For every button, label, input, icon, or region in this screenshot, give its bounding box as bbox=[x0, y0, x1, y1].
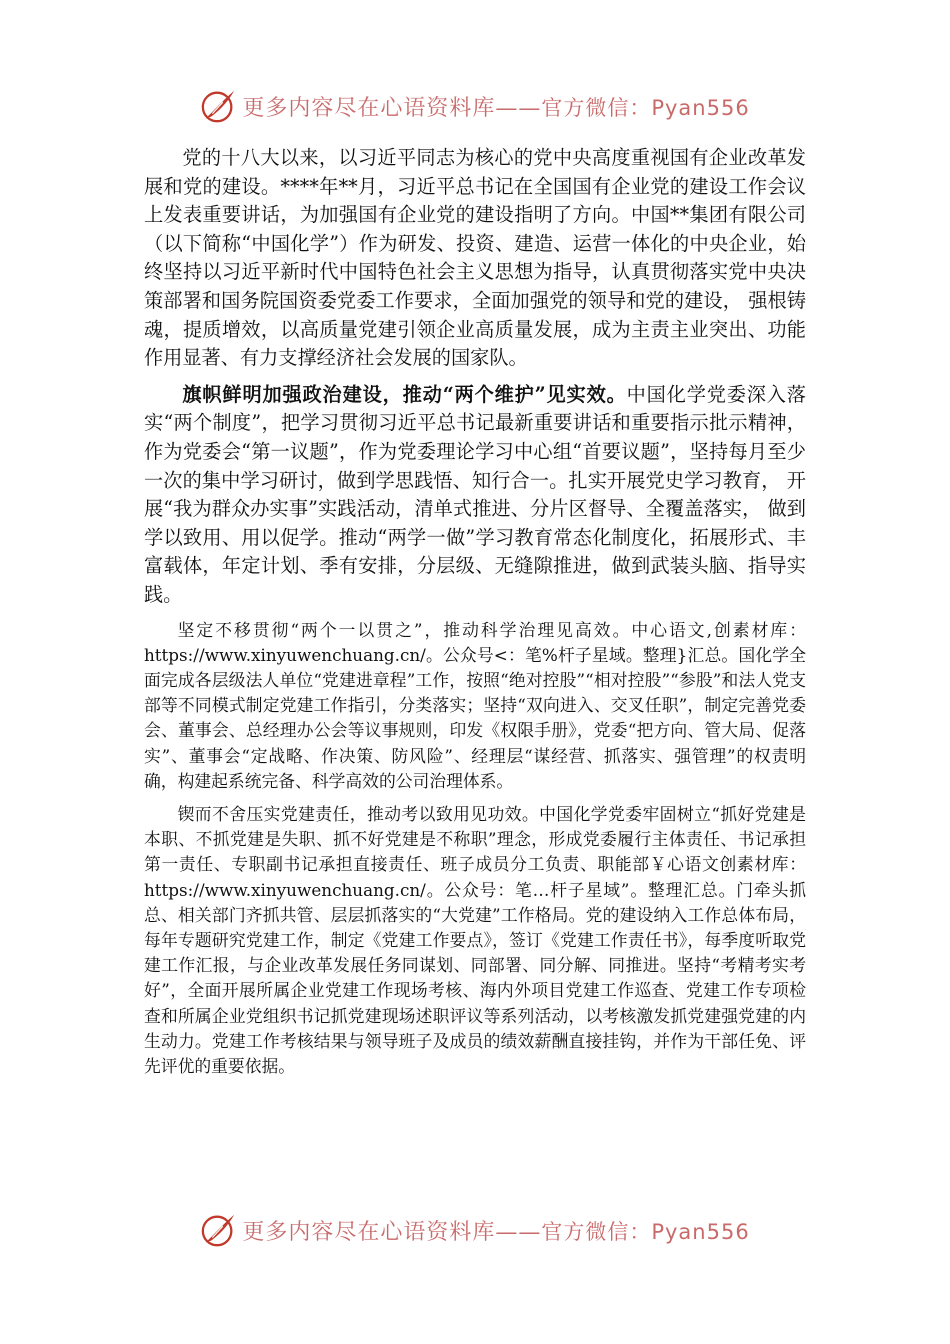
paragraph-governance: 坚定不移贯彻“两个一以贯之”，推动科学治理见高效。中心语文,创素材库：https://www.xinyuwenchuang.cn/。公众号<：笔%杆子星域。整理}汇总。国化学全面完成各层级法人单位“党建进章程”工作，按照“绝对控股”“相对控股”“参股”和法人党支部等不同模式制定党建工作指引，分类落实；坚持“双向进入、交叉任职”，制定完善党委会、董事会、总经理办公会等议事规则，印发《权限手册》，党委“把方向、管大局、促落实”、董事会“定战略、作决策、防风险”、经理层“谋经营、抓落实、强管理”的权责明确，构建起系统完备、科学高效的公司治理体系。 bbox=[144, 619, 806, 791]
paragraph-political-building: 旗帜鲜明加强政治建设，推动“两个维护”见实效。中国化学党委深入落实“两个制度”，把学习贯彻习近平总书记最新重要讲话和重要指示批示精神， 作为党委会“第一议题”，作为党委理论学习中心组“首要议题”，坚持每月至少一次的集中学习研讨，做到学思践悟、知行合一。扎实开展党史学习教育， 开展“我为群众办实事”实践活动，清单式推进、分片区督导、全覆盖落实， 做到学以致用、用以促学。推动“两学一做”学习教育常态化制度化，拓展形式、丰富载体，年定计划、季有安排，分层级、无缝隙推进，做到武装头脑、指导实践。 bbox=[144, 382, 806, 606]
quill-logo-icon bbox=[200, 1211, 238, 1249]
quill-logo-icon bbox=[200, 87, 238, 125]
paragraph-heading: 旗帜鲜明加强政治建设，推动“两个维护”见实效。 bbox=[182, 382, 627, 406]
header-watermark-banner bbox=[0, 86, 950, 126]
banner-text: 更多内容尽在心语资料库——官方微信：Pyan556 bbox=[242, 1219, 750, 1245]
banner-text: 更多内容尽在心语资料库——官方微信：Pyan556 bbox=[242, 95, 750, 121]
paragraph-responsibility: 锲而不舍压实党建责任，推动考以致用见功效。中国化学党委牢固树立“抓好党建是本职、不抓党建是失职、抓不好党建是不称职”理念，形成党委履行主体责任、书记承担第一责任、专职副书记承担直接责任、班子成员分工负责、职能部￥心语文创素材库：https://www.xinyuwenchuang.cn/。公众号：笔…杆子星域”。整理汇总。门牵头抓总、相关部门齐抓共管、层层抓落实的“大党建”工作格局。党的建设纳入工作总体布局，每年专题研究党建工作，制定《党建工作要点》，签订《党建工作责任书》，每季度听取党建工作汇报，与企业改革发展任务同谋划、同部署、同分解、同推进。坚持“考精考实考好”，全面开展所属企业党建工作现场考核、海内外项目党建工作巡查、党建工作专项检查和所属企业党组织书记抓党建现场述职评议等系列活动，以考核激发抓党建强党建的内生动力。党建工作考核结果与领导班子及成员的绩效薪酬直接挂钩，并作为干部任免、评先评优的重要依据。 bbox=[144, 803, 806, 1076]
document-body bbox=[144, 144, 806, 1087]
footer-watermark-banner bbox=[0, 1210, 950, 1250]
paragraph-intro: 党的十八大以来，以习近平同志为核心的党中央高度重视国有企业改革发展和党的建设。****年**月，习近平总书记在全国国有企业党的建设工作会议上发表重要讲话，为加强国有企业党的建设指明了方向。中国**集团有限公司（以下简称“中国化学”）作为研发、投资、建造、运营一体化的中央企业，始终坚持以习近平新时代中国特色社会主义思想为指导，认真贯彻落实党中央决策部署和国务院国资委党委工作要求，全面加强党的领导和党的建设， 强根铸魂，提质增效，以高质量党建引领企业高质量发展，成为主责主业突出、功能作用显著、有力支撑经济社会发展的国家队。 bbox=[144, 146, 806, 370]
